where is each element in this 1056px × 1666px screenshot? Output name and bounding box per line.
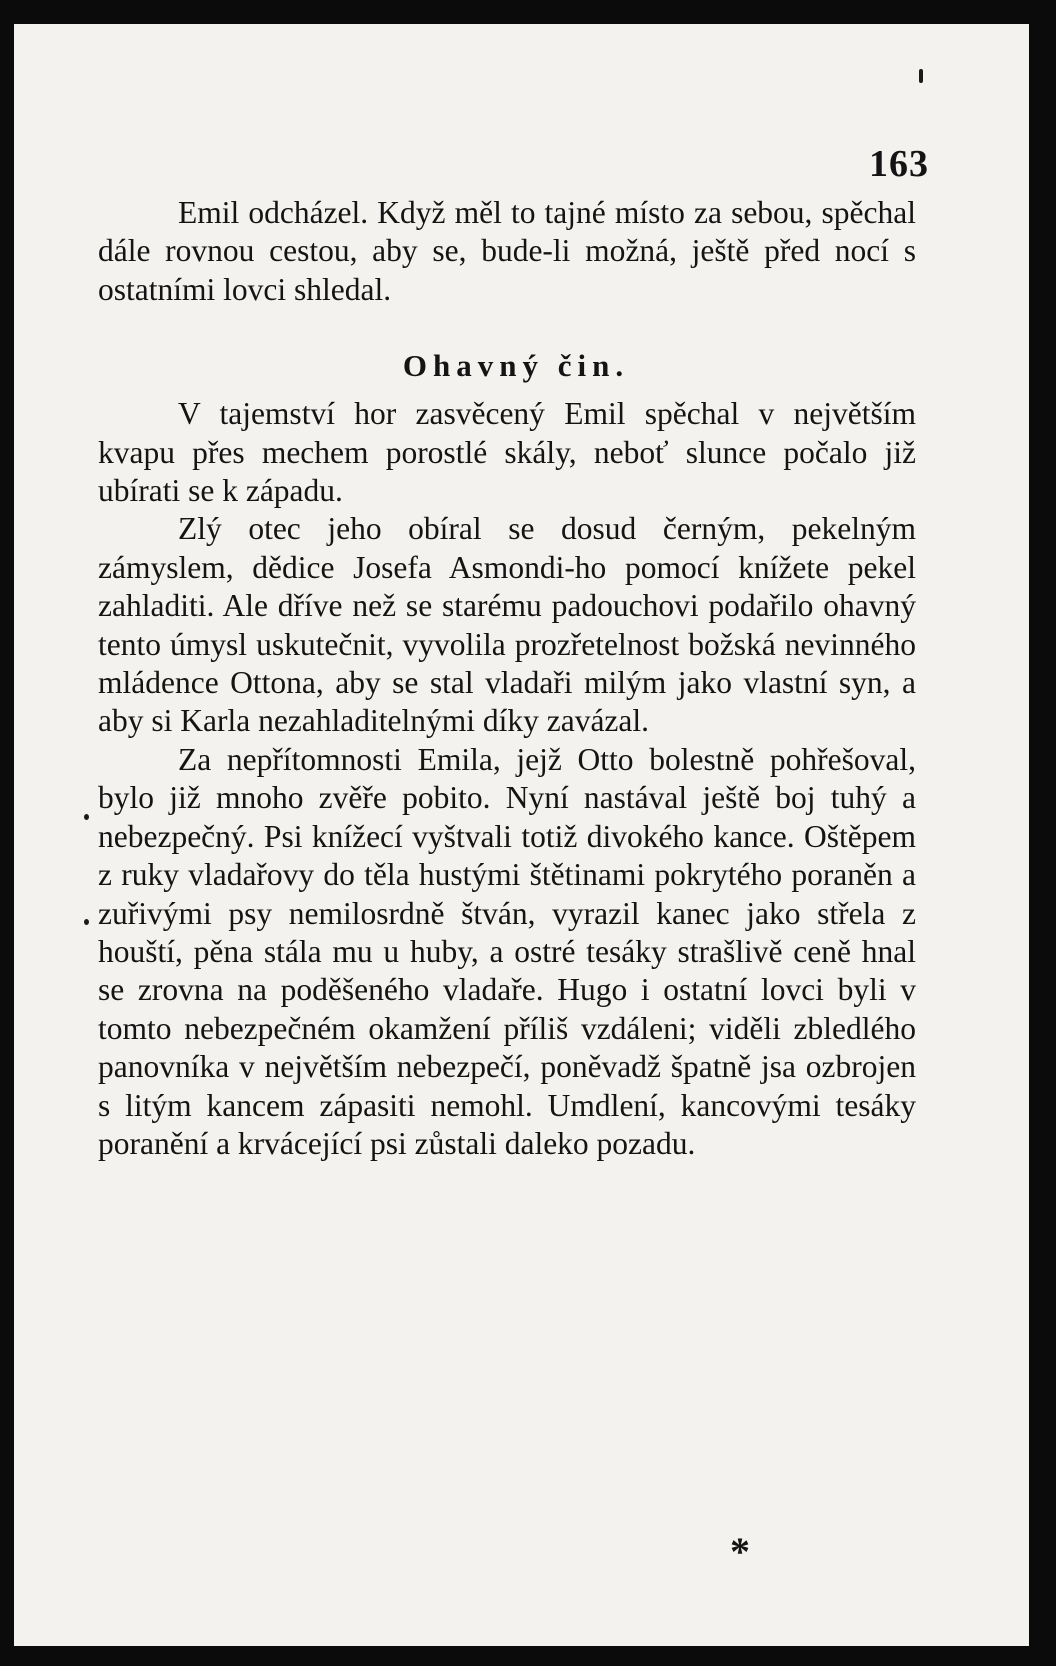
paragraph-3: Za nepřítomnosti Emila, jejž Otto bolestně pohřešoval, bylo již mnoho zvěře pobito. Nyní nastával ještě boj tuhý a nebezpečný. Psi knížecí vyštvali totiž divokého kance. Oštěpem z ruky vladařovy do těla hustými štětinami pokrytého poraněn a zuřivými psy nemilosrdně štván, vyrazil kanec jako střela z houští, pěna stála mu u huby, a ostré tesáky strašlivě ceně hnal se zrovna na poděšeného vladaře. Hugo i ostatní lovci byli v tomto nebezpečném okamžení příliš vzdáleni; viděli zbledlého panovníka v největším nebezpečí, poněvadž špatně jsa ozbrojen s litým kancem zápasiti nemohl. Umdlení, kancovými tesáky poranění a krvácející psi zůstali daleko pozadu. <box>98 741 916 1161</box>
ink-speck <box>919 69 923 83</box>
section-break-asterisk: * <box>730 1529 750 1574</box>
book-page <box>14 24 1029 1646</box>
ink-speck <box>84 814 89 820</box>
paragraph-1: V tajemství hor zasvěcený Emil spěchal v největším kvapu přes mechem porostlé skály, neboť slunce počalo již ubírati se k západu. <box>98 396 916 509</box>
text-block <box>98 194 916 1163</box>
paragraph-2: Zlý otec jeho obíral se dosud černým, pekelným zámyslem, dědice Josefa Asmondi-ho pomocí knížete pekel zahladiti. Ale dříve než se starému padouchovi podařilo ohavný tento úmysl uskutečnit, vyvolila prozřetelnost božská nevinného mládence Ottona, aby se stal vladaři milým jako vlastní syn, a aby si Karla nezahladitelnými díky zavázal. <box>98 511 916 739</box>
chapter-heading: Ohavný čin. <box>402 348 630 384</box>
paragraph-intro: Emil odcházel. Když měl to tajné místo za sebou, spěchal dále rovnou cestou, aby se, bude-li možná, ještě před nocí s ostatními lovci shledal. <box>98 195 916 307</box>
page-number: 163 <box>869 143 929 185</box>
ink-speck <box>84 919 89 925</box>
